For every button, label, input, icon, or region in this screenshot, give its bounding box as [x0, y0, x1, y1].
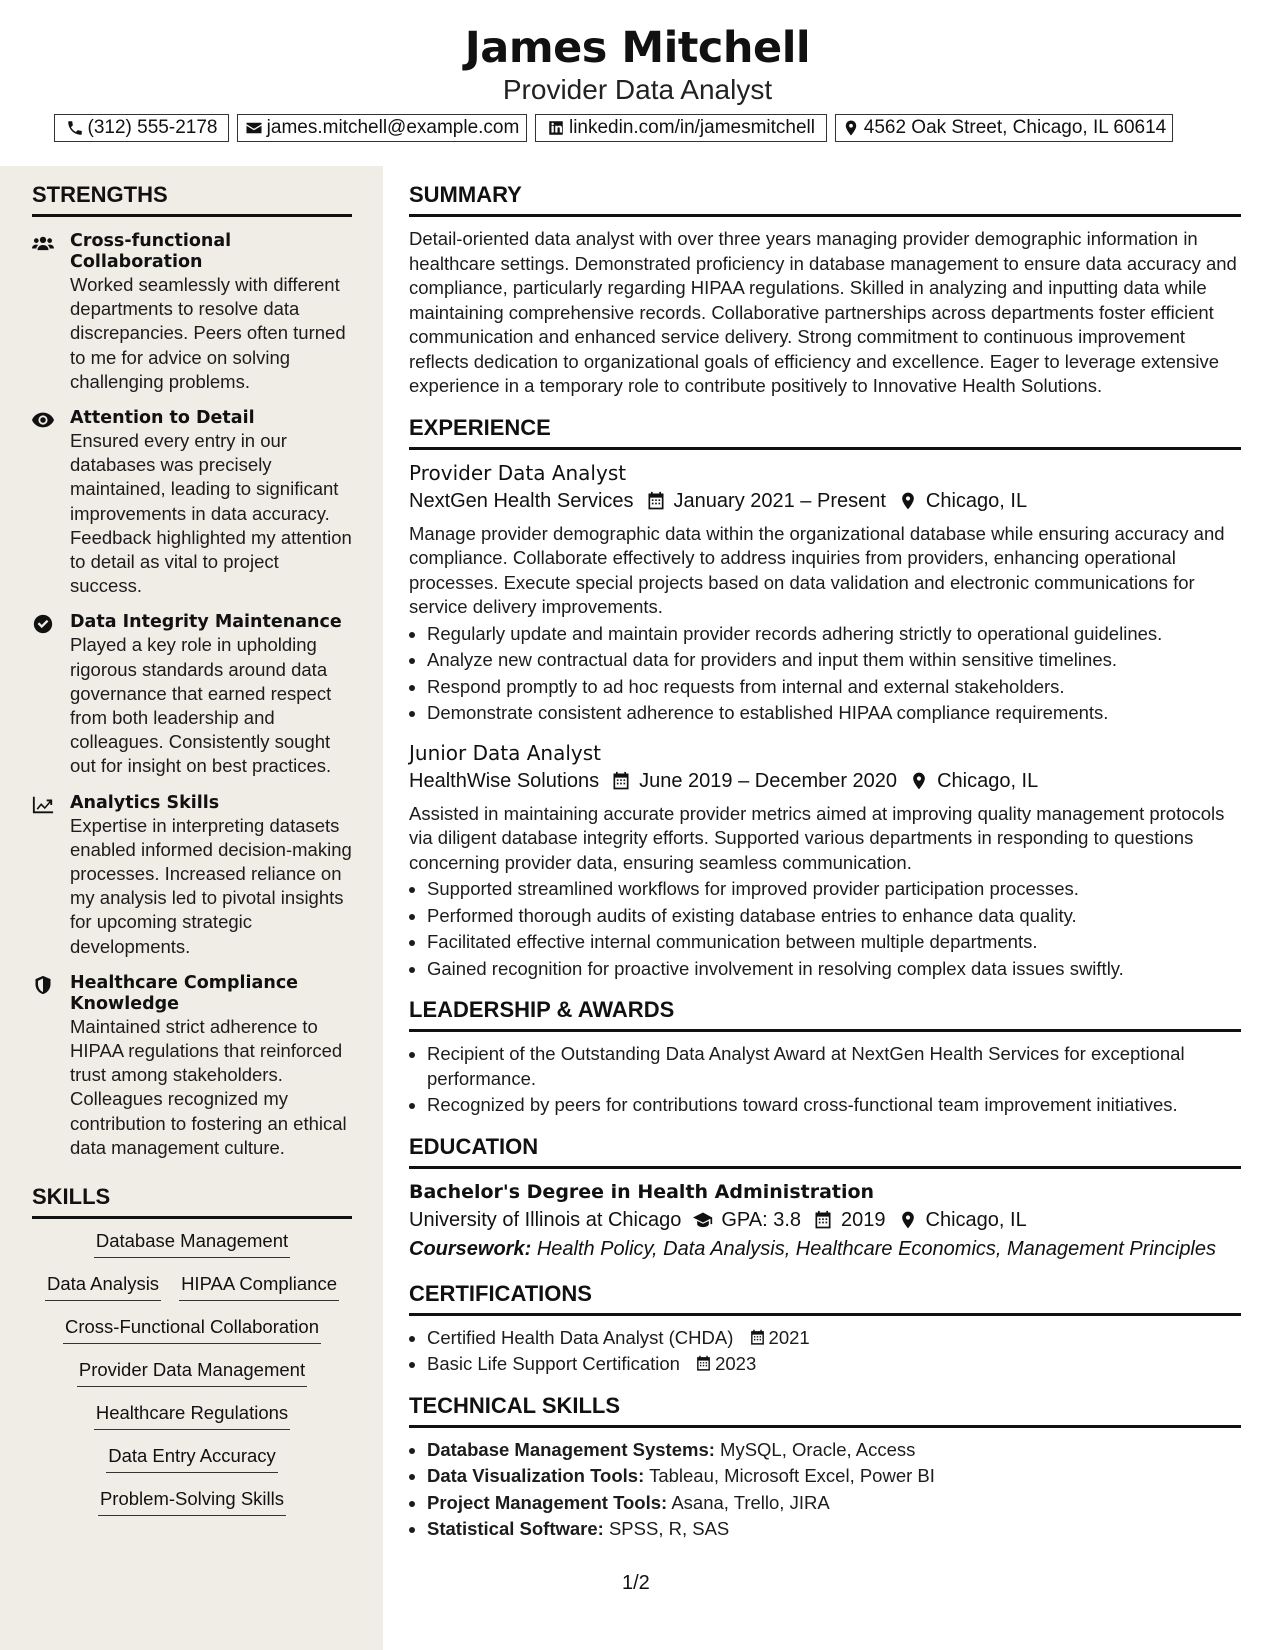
school-location: Chicago, IL — [925, 1208, 1027, 1231]
calendar-icon — [611, 771, 631, 791]
certifications-list — [409, 1326, 1241, 1377]
strength-title: Data Integrity Maintenance — [70, 612, 342, 633]
strength-item — [32, 793, 352, 959]
strength-item — [32, 612, 352, 778]
strength-item — [32, 973, 352, 1160]
job-bullets — [409, 877, 1241, 981]
skills-list — [32, 1229, 352, 1516]
job-dates: January 2021 – Present — [673, 489, 886, 512]
strength-title: Analytics Skills — [70, 792, 220, 813]
tech-value: Asana, Trello, JIRA — [671, 1491, 830, 1513]
address-text: 4562 Oak Street, Chicago, IL 60614 — [863, 117, 1167, 138]
strength-title: Cross-functional Collaboration — [70, 231, 232, 272]
candidate-name: James Mitchell — [464, 23, 811, 73]
linkedin-text: linkedin.com/in/jamesmitchell — [568, 117, 816, 138]
cert-year: 2021 — [768, 1326, 810, 1348]
users-icon — [32, 233, 54, 253]
main-column — [409, 166, 1241, 1544]
calendar-icon — [813, 1210, 833, 1230]
list-item — [427, 1517, 1241, 1542]
list-item — [427, 1352, 1241, 1377]
phone-icon — [66, 119, 84, 137]
experience-heading: EXPERIENCE — [409, 415, 1241, 450]
tech-label: Data Visualization Tools: — [427, 1465, 645, 1486]
map-pin-icon — [898, 1210, 918, 1230]
skill-tag: Healthcare Regulations — [94, 1401, 290, 1430]
chart-line-icon — [32, 795, 54, 815]
strength-desc: Ensured every entry in our databases was precisely maintained, leading to significant improvements in data accuracy. Feedback highlighted my attention to detail as vital to project success. — [70, 430, 352, 597]
list-item: • Facilitated effective internal communication between multiple departments. — [427, 930, 1241, 955]
job-company: HealthWise Solutions — [409, 769, 600, 792]
strength-desc: Worked seamlessly with different departments to resolve data discrepancies. Peers often turned to me for advice on solving challenging problems. — [70, 274, 346, 392]
contact-linkedin[interactable] — [535, 114, 827, 142]
technical-skills-list — [409, 1438, 1241, 1542]
summary-heading: SUMMARY — [409, 182, 1241, 217]
resume-header — [0, 0, 1275, 166]
job-title: Provider Data Analyst — [409, 460, 627, 485]
linkedin-icon — [547, 119, 565, 137]
cert-name: Basic Life Support Certification — [427, 1353, 680, 1374]
candidate-title: Provider Data Analyst — [502, 74, 773, 105]
strength-item — [32, 231, 352, 394]
contact-email[interactable] — [237, 114, 527, 142]
skill-tag: Data Entry Accuracy — [106, 1444, 278, 1473]
contact-bar — [54, 114, 1216, 142]
strength-desc: Maintained strict adherence to HIPAA regulations that reinforced trust among stakeholders. Colleagues recognized my contribution to fostering an ethical data management culture. — [70, 1015, 347, 1158]
coursework-label: Coursework: — [409, 1237, 532, 1260]
contact-address[interactable] — [835, 114, 1173, 142]
phone-text: (312) 555-2178 — [87, 117, 218, 138]
job-location: Chicago, IL — [925, 489, 1028, 512]
graduation-cap-icon — [693, 1210, 713, 1230]
tech-label: Statistical Software: — [427, 1518, 604, 1539]
envelope-icon — [245, 119, 263, 137]
tech-label: Database Management Systems: — [427, 1438, 715, 1460]
list-item: • Recognized by peers for contributions toward cross-functional team improvement initiatives. — [427, 1093, 1241, 1118]
summary-text: Detail-oriented data analyst with over three years managing provider demographic information in healthcare settings. Demonstrated proficiency in database management to ensure data accuracy and compliance, particularly regarding HIPAA regulations. Skilled in analyzing and inputting data while maintaining comprehensive records. Collaborative partnerships across departments foster efficient communication and enhanced service delivery. Strong commitment to continuous improvement reflects dedication to organizational goals of efficiency and excellence. Eager to leverage extensive experience in a temporary role to contribute positively to Innovative Health Solutions. — [409, 228, 1237, 396]
strength-item — [32, 408, 352, 598]
strength-desc: Expertise in interpreting datasets enabled informed decision-making processes. Increased reliance on my analysis led to pivotal insights for upcoming strategic developments. — [70, 814, 352, 957]
job-description: Assisted in maintaining accurate provider metrics aimed at improving quality management protocols via diligent database integrity efforts. Supported various departments in responding to questions concerning provider data, ensuring seamless communication. — [409, 802, 1225, 873]
job-company: NextGen Health Services — [409, 489, 634, 512]
skills-heading: SKILLS — [32, 1184, 352, 1219]
tech-value: SPSS, R, SAS — [608, 1518, 730, 1539]
skill-tag: HIPAA Compliance — [179, 1272, 339, 1301]
list-item — [427, 1464, 1241, 1489]
eye-icon — [32, 410, 54, 430]
tech-value: Tableau, Microsoft Excel, Power BI — [649, 1465, 935, 1486]
job-location: Chicago, IL — [937, 769, 1039, 792]
tech-label: Project Management Tools: — [427, 1491, 668, 1513]
certifications-heading: CERTIFICATIONS — [409, 1281, 1241, 1316]
calendar-icon — [695, 1355, 712, 1372]
page-number: 1/2 — [622, 1572, 650, 1594]
graduation-year: 2019 — [841, 1208, 886, 1231]
coursework — [409, 1235, 1241, 1263]
calendar-icon — [749, 1329, 766, 1346]
gpa: GPA: 3.8 — [721, 1208, 802, 1231]
technical-skills-heading: TECHNICAL SKILLS — [409, 1393, 1241, 1428]
map-pin-icon — [898, 491, 918, 511]
skill-tag: Data Analysis — [45, 1272, 161, 1301]
list-item: • Analyze new contractual data for providers and input them within sensitive timelines. — [427, 648, 1241, 673]
skill-tag: Problem-Solving Skills — [98, 1487, 286, 1516]
map-pin-icon — [909, 771, 929, 791]
awards-list — [409, 1042, 1241, 1118]
email-text: james.mitchell@example.com — [266, 117, 520, 138]
list-item — [427, 1438, 1241, 1463]
calendar-icon — [646, 491, 666, 511]
job-entry — [409, 460, 1241, 726]
list-item: • Supported streamlined workflows for improved provider participation processes. — [427, 877, 1241, 902]
list-item: • Regularly update and maintain provider records adhering strictly to operational guidelines. — [427, 622, 1241, 647]
left-sidebar — [0, 166, 383, 1650]
strength-title: Attention to Detail — [70, 408, 255, 429]
awards-heading: LEADERSHIP & AWARDS — [409, 997, 1241, 1032]
school-name: University of Illinois at Chicago — [409, 1208, 682, 1231]
contact-phone[interactable] — [54, 114, 229, 142]
degree-title: Bachelor's Degree in Health Administration — [409, 1180, 875, 1203]
list-item: • Gained recognition for proactive involvement in resolving complex data issues swiftly. — [427, 957, 1241, 982]
skill-tag: Cross-Functional Collaboration — [63, 1315, 321, 1344]
job-entry — [409, 740, 1241, 982]
list-item — [427, 1326, 1241, 1351]
list-item: • Respond promptly to ad hoc requests from internal and external stakeholders. — [427, 675, 1241, 700]
cert-name: Certified Health Data Analyst (CHDA) — [427, 1326, 734, 1348]
map-pin-icon — [842, 119, 860, 137]
coursework-text: Health Policy, Data Analysis, Healthcare Economics, Management Principles — [536, 1237, 1217, 1260]
job-description: Manage provider demographic data within the organizational database while ensuring accuracy and compliance. Collaborate effectively to address inquiries from providers, enhancing operational processes. Execute special projects based on data validation and electronic communications for service delivery improvements. — [409, 522, 1225, 617]
job-dates: June 2019 – December 2020 — [639, 769, 898, 792]
shield-icon — [32, 975, 54, 995]
skill-tag: Database Management — [94, 1229, 290, 1258]
list-item — [427, 1491, 1241, 1516]
strength-title: Healthcare Compliance Knowledge — [70, 972, 299, 1014]
tech-value: MySQL, Oracle, Access — [720, 1438, 916, 1460]
check-circle-icon — [32, 614, 54, 634]
education-heading: EDUCATION — [409, 1134, 1241, 1169]
cert-year: 2023 — [715, 1353, 757, 1374]
strength-desc: Played a key role in upholding rigorous standards around data governance that earned respect from both leadership and colleagues. Consistently sought out for insight on best practices. — [70, 634, 332, 777]
job-bullets — [409, 622, 1241, 726]
job-title: Junior Data Analyst — [409, 740, 602, 765]
list-item: • Demonstrate consistent adherence to established HIPAA compliance requirements. — [427, 701, 1241, 726]
list-item: • Performed thorough audits of existing database entries to enhance data quality. — [427, 904, 1241, 929]
skill-tag: Provider Data Management — [77, 1358, 307, 1387]
strengths-heading: STRENGTHS — [32, 182, 352, 217]
list-item: • Recipient of the Outstanding Data Analyst Award at NextGen Health Services for exceptional performance. — [427, 1042, 1241, 1091]
